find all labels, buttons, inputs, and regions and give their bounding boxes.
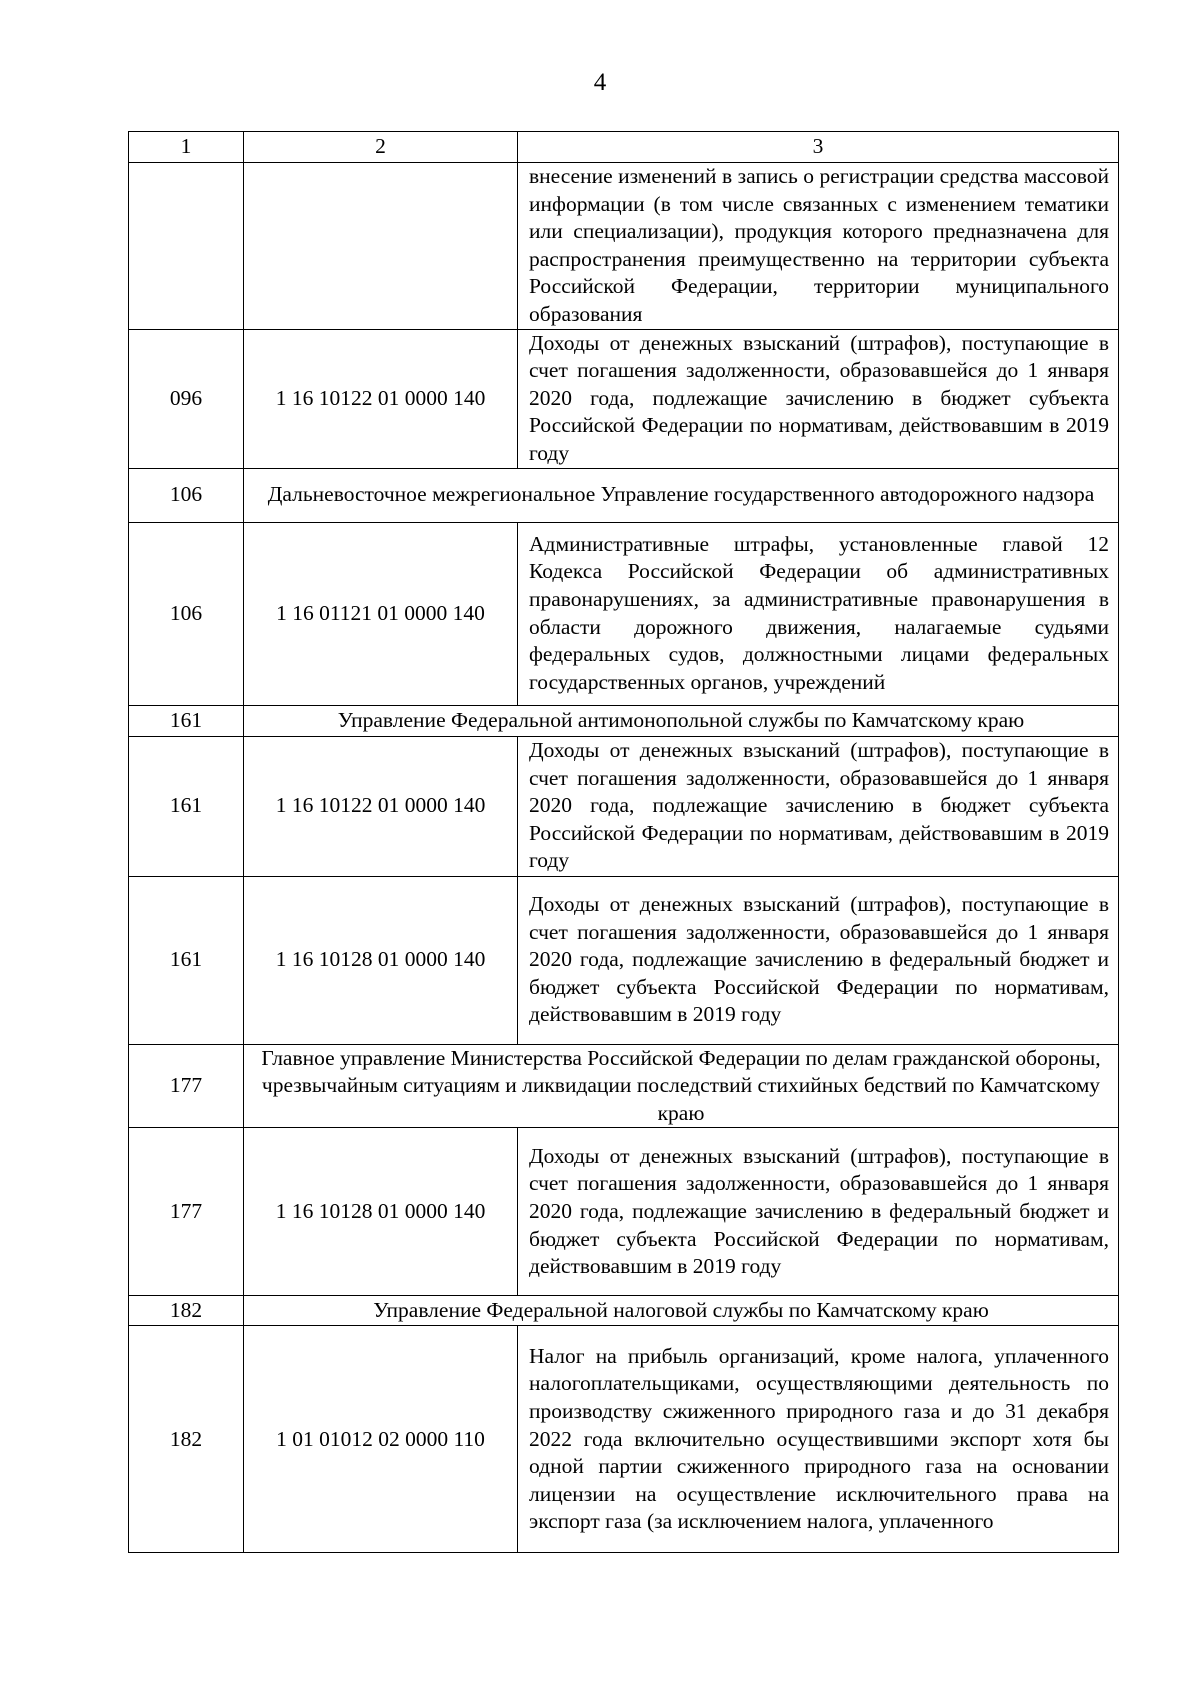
description-cell: Доходы от денежных взысканий (штрафов), поступающие в счет погашения задолженности, образовавшейся до 1 января 2020 года, подлежащие зачислению в федеральный бюджет и бюджет субъекта Российской Федерации по нормативам, действовавшим в 2019 году — [518, 1128, 1119, 1296]
admin-code-cell: 106 — [129, 468, 244, 522]
table-header-row — [129, 132, 1119, 163]
table-row — [129, 329, 1119, 468]
budget-code-cell: 1 01 01012 02 0000 110 — [244, 1326, 518, 1553]
admin-code-cell: 177 — [129, 1044, 244, 1128]
budget-code-cell: 1 16 10128 01 0000 140 — [244, 1128, 518, 1296]
budget-code-cell: 1 16 01121 01 0000 140 — [244, 522, 518, 705]
admin-code-cell: 161 — [129, 705, 244, 736]
org-row — [129, 468, 1119, 522]
admin-code-cell: 161 — [129, 876, 244, 1044]
admin-code-cell: 182 — [129, 1296, 244, 1326]
description-cell: Налог на прибыль организаций, кроме налога, уплаченного налогоплательщиками, осуществляющими деятельность по производству сжиженного природного газа и до 31 декабря 2022 года включительно осуществившими экспорт хотя бы одной партии сжиженного природного газа на основании лицензии на осуществление исключительного права на экспорт газа (за исключением налога, уплаченного — [518, 1326, 1119, 1553]
org-name-cell: Дальневосточное межрегиональное Управление государственного автодорожного надзора — [244, 468, 1119, 522]
page-number: 4 — [593, 69, 607, 96]
header-col-2: 2 — [244, 132, 518, 163]
header-col-1: 1 — [129, 132, 244, 163]
description-cell: Административные штрафы, установленные главой 12 Кодекса Российской Федерации об административных правонарушениях, за административные правонарушения в области дорожного движения, налагаемые судьями федеральных судов, должностными лицами федеральных государственных органов, учреждений — [518, 522, 1119, 705]
table-row — [129, 163, 1119, 330]
table-row — [129, 736, 1119, 876]
org-name-cell: Управление Федеральной антимонопольной службы по Камчатскому краю — [244, 705, 1119, 736]
admin-code-cell — [129, 163, 244, 330]
header-col-3: 3 — [518, 132, 1119, 163]
description-cell: Доходы от денежных взысканий (штрафов), поступающие в счет погашения задолженности, образовавшейся до 1 января 2020 года, подлежащие зачислению в федеральный бюджет и бюджет субъекта Российской Федерации по нормативам, действовавшим в 2019 году — [518, 876, 1119, 1044]
admin-code-cell: 096 — [129, 329, 244, 468]
org-name-cell: Управление Федеральной налоговой службы по Камчатскому краю — [244, 1296, 1119, 1326]
admin-code-cell: 106 — [129, 522, 244, 705]
org-row — [129, 1296, 1119, 1326]
table-row — [129, 1326, 1119, 1553]
description-cell: Доходы от денежных взысканий (штрафов), поступающие в счет погашения задолженности, образовавшейся до 1 января 2020 года, подлежащие зачислению в бюджет субъекта Российской Федерации по нормативам, действовавшим в 2019 году — [518, 329, 1119, 468]
description-cell: внесение изменений в запись о регистрации средства массовой информации (в том числе связанных с изменением тематики или специализации), продукция которого предназначена для распространения преимущественно на территории субъекта Российской Федерации, территории муниципального образования — [518, 163, 1119, 330]
revenue-codes-table — [128, 131, 1119, 1553]
budget-code-cell: 1 16 10122 01 0000 140 — [244, 736, 518, 876]
admin-code-cell: 182 — [129, 1326, 244, 1553]
budget-code-cell: 1 16 10122 01 0000 140 — [244, 329, 518, 468]
table-row — [129, 876, 1119, 1044]
admin-code-cell: 161 — [129, 736, 244, 876]
admin-code-cell: 177 — [129, 1128, 244, 1296]
description-cell: Доходы от денежных взысканий (штрафов), поступающие в счет погашения задолженности, образовавшейся до 1 января 2020 года, подлежащие зачислению в бюджет субъекта Российской Федерации по нормативам, действовавшим в 2019 году — [518, 736, 1119, 876]
org-name-cell: Главное управление Министерства Российской Федерации по делам гражданской обороны, чрезвычайным ситуациям и ликвидации последствий стихийных бедствий по Камчатскому краю — [244, 1044, 1119, 1128]
table-row — [129, 1128, 1119, 1296]
budget-code-cell — [244, 163, 518, 330]
org-row — [129, 705, 1119, 736]
budget-code-cell: 1 16 10128 01 0000 140 — [244, 876, 518, 1044]
table-row — [129, 522, 1119, 705]
org-row — [129, 1044, 1119, 1128]
